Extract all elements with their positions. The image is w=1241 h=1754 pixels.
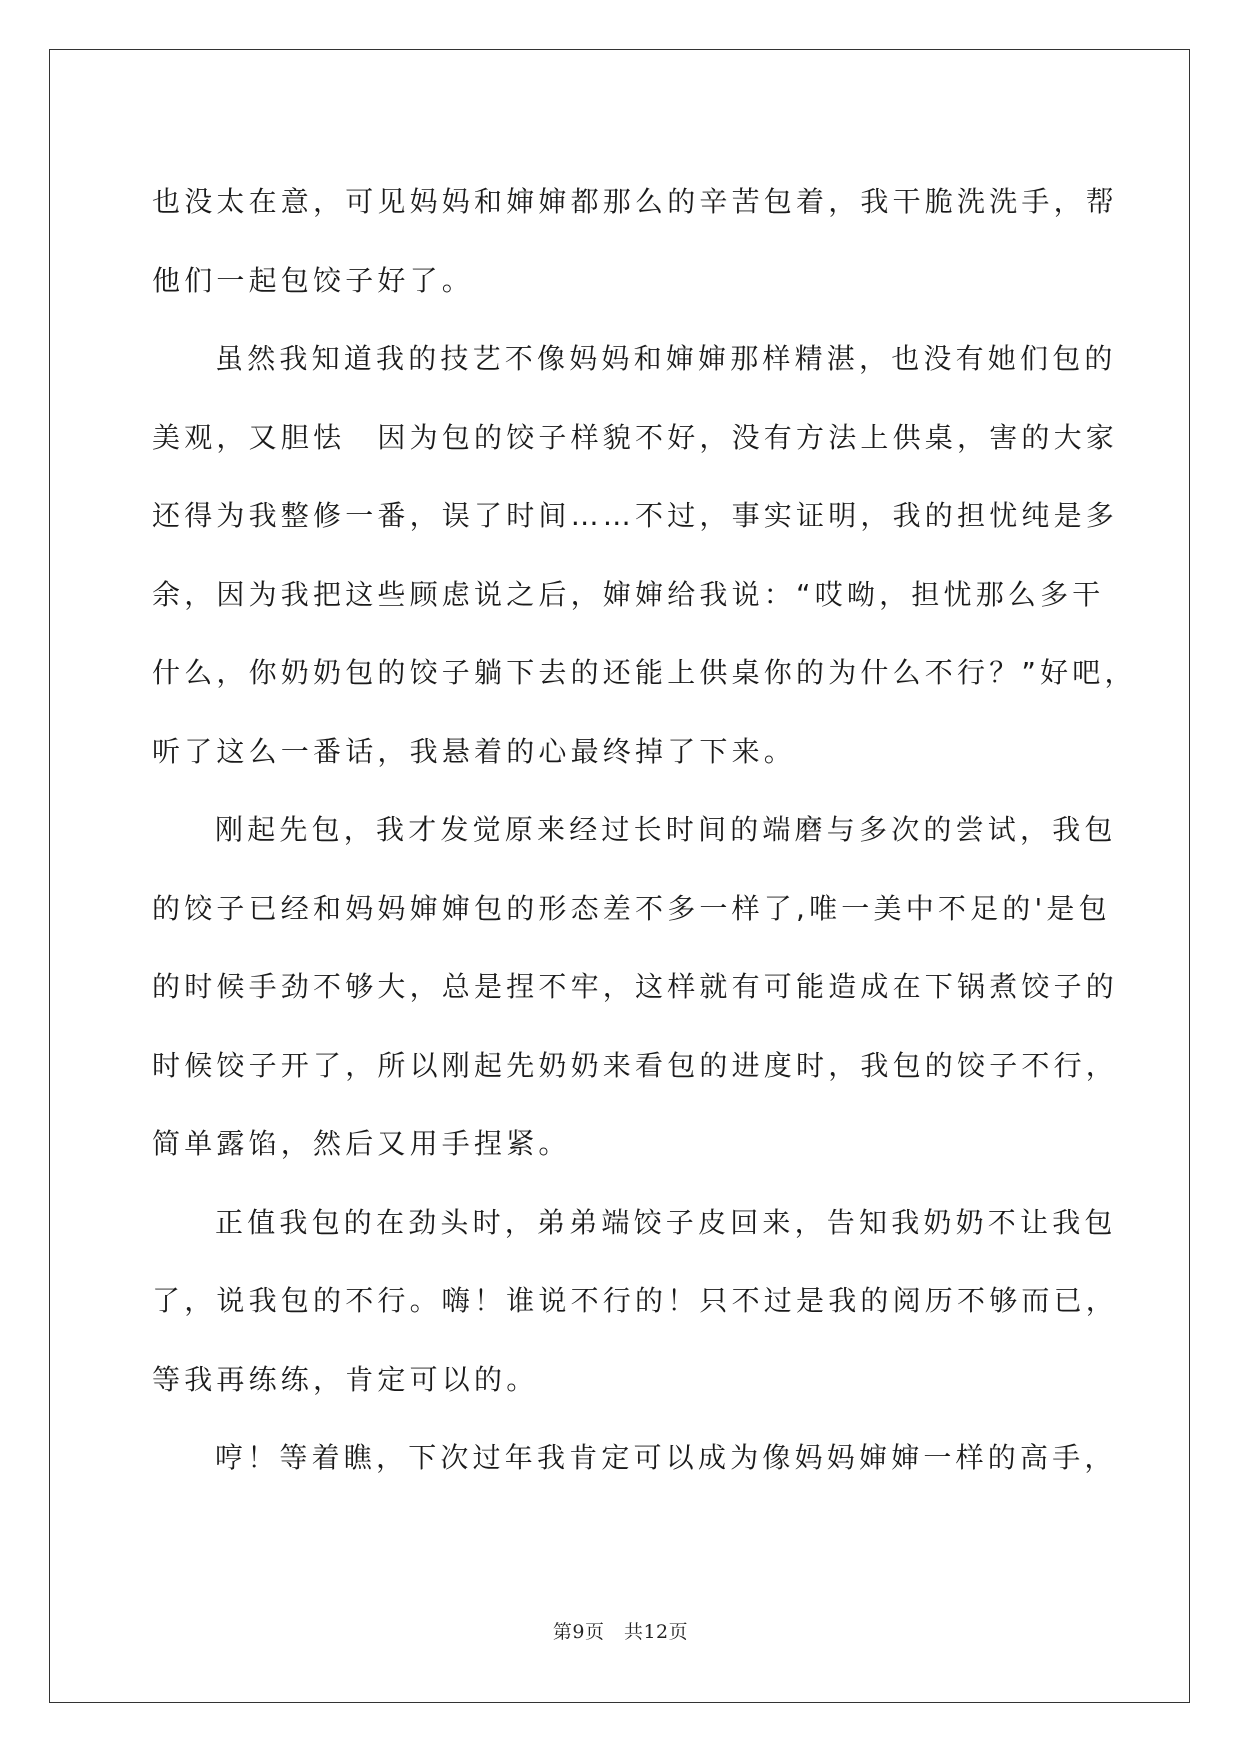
text-line: 了，说我包的不行。嗨！谁说不行的！只不过是我的阅历不够而已， (152, 1284, 1119, 1317)
text-line: 也没太在意，可见妈妈和婶婶都那么的辛苦包着，我干脆洗洗手，帮 (152, 185, 1119, 218)
text-line: 时候饺子开了，所以刚起先奶奶来看包的进度时，我包的饺子不行， (152, 1048, 1119, 1082)
text-line: 美观，又胆怯 因为包的饺子样貌不好，没有方法上供桌，害的大家 (152, 420, 1119, 454)
text-line: 听了这么一番话，我悬着的心最终掉了下来。 (152, 734, 797, 768)
text-line: 什么，你奶奶包的饺子躺下去的还能上供桌你的为什么不行？”好吧， (152, 656, 1137, 689)
text-line: 简单露馅，然后又用手捏紧。 (152, 1127, 571, 1160)
text-line: 等我再练练，肯定可以的。 (152, 1362, 539, 1396)
text-line: 的时候手劲不够大，总是捏不牢，这样就有可能造成在下锅煮饺子的 (152, 970, 1119, 1003)
text-line: 正值我包的在劲头时，弟弟端饺子皮回来，告知我奶奶不让我包 (215, 1205, 1117, 1239)
text-line: 的饺子已经和妈妈婶婶包的形态差不多一样了,唯一美中不足的'是包 (152, 891, 1111, 925)
document-body (152, 163, 1137, 1498)
text-line: 余，因为我把这些顾虑说之后，婶婶给我说：“哎呦，担忧那么多干 (152, 577, 1105, 611)
text-line: 哼！等着瞧，下次过年我肯定可以成为像妈妈婶婶一样的高手， (215, 1441, 1117, 1474)
page-number: 第9页 共12页 (552, 1621, 689, 1643)
text-line: 他们一起包饺子好了。 (152, 263, 475, 297)
text-line: 虽然我知道我的技艺不像妈妈和婶婶那样精湛，也没有她们包的 (215, 342, 1117, 375)
text-line: 还得为我整修一番，误了时间……不过，事实证明，我的担忧纯是多 (152, 499, 1119, 532)
page-footer (0, 1617, 1241, 1644)
text-line: 刚起先包，我才发觉原来经过长时间的端磨与多次的尝试，我包 (215, 813, 1117, 846)
